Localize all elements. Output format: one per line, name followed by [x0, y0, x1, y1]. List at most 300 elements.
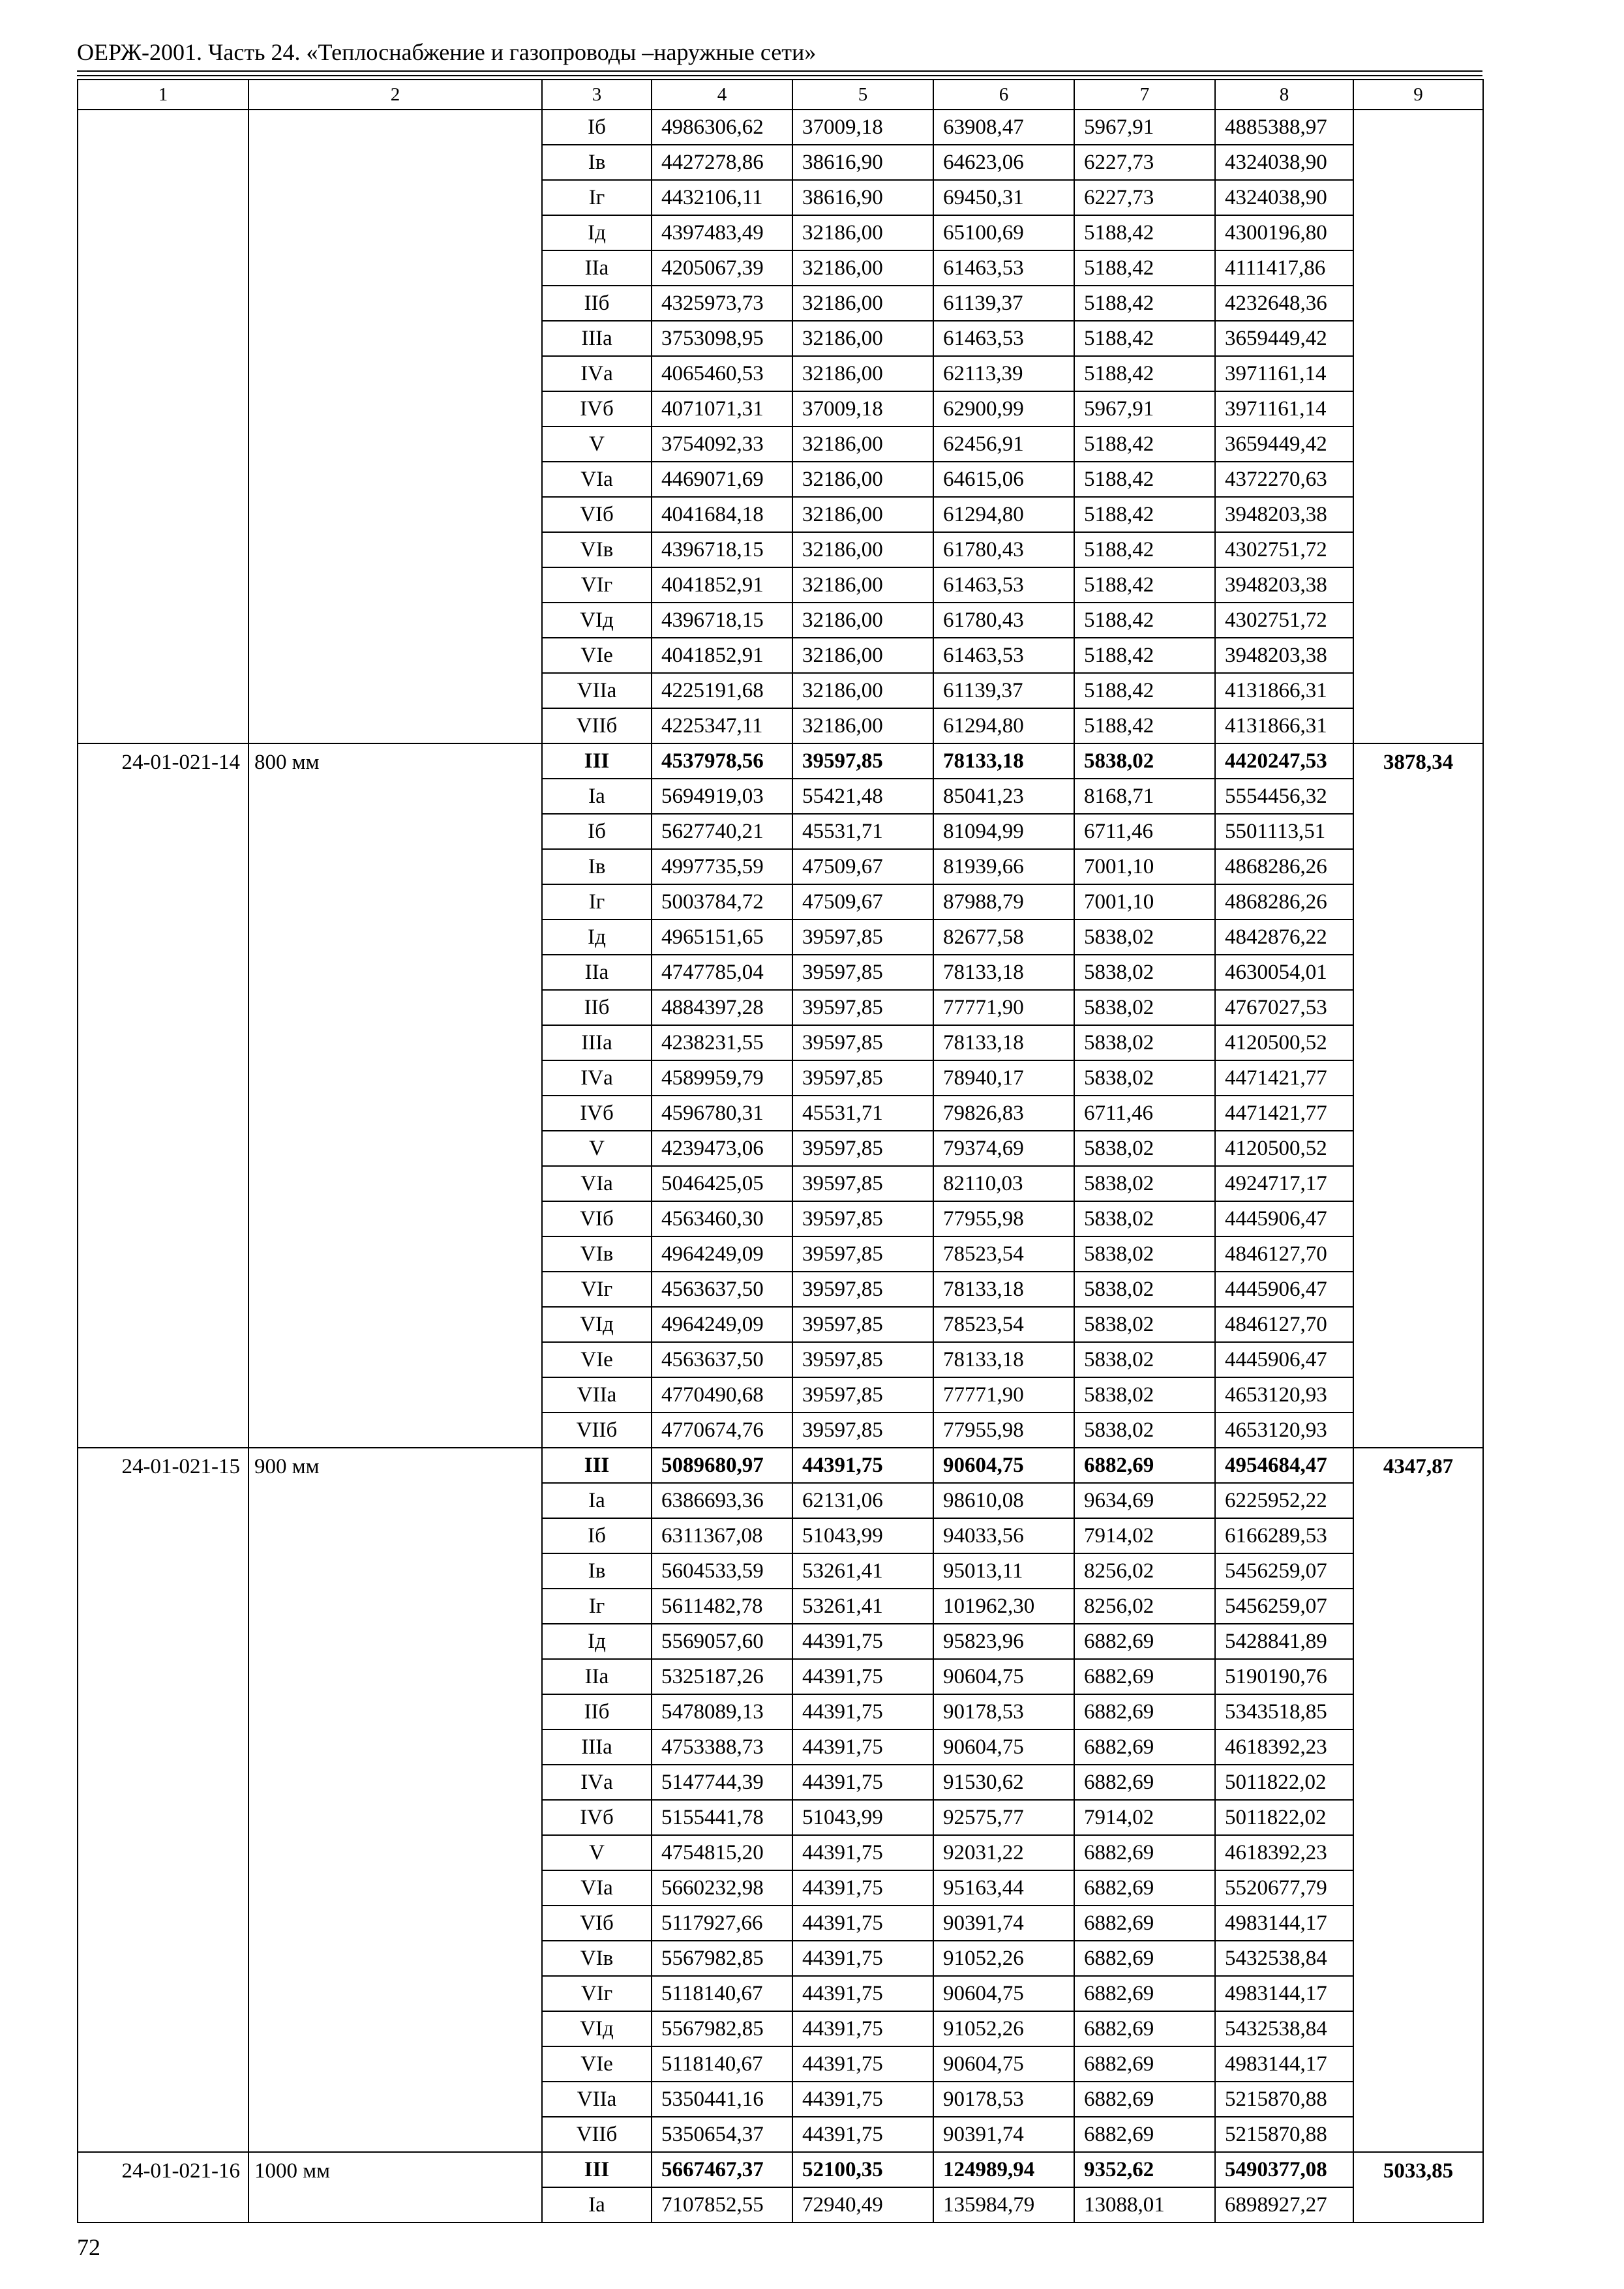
direct-cost-cell: 4396718,15	[652, 532, 792, 567]
materials-cost-cell: 5520677,79	[1215, 1870, 1353, 1906]
direct-cost-cell: 4041684,18	[652, 497, 792, 532]
zone-cell: VIIа	[542, 673, 652, 708]
machine-cost-cell: 62113,39	[933, 356, 1074, 391]
materials-cost-cell: 5011822,02	[1215, 1765, 1353, 1800]
machine-cost-cell: 61139,37	[933, 286, 1074, 321]
labor-cost-cell: 39597,85	[792, 1377, 933, 1413]
zone-cell: VIв	[542, 1941, 652, 1976]
machine-cost-cell: 78133,18	[933, 1342, 1074, 1377]
machine-cost-cell: 79374,69	[933, 1131, 1074, 1166]
machine-cost-cell: 61780,43	[933, 532, 1074, 567]
labor-cost-cell: 32186,00	[792, 532, 933, 567]
table-row	[78, 110, 1483, 145]
zone-cell: IIа	[542, 955, 652, 990]
labor-cost-cell: 39597,85	[792, 1307, 933, 1342]
machine-cost-cell: 92575,77	[933, 1800, 1074, 1835]
operator-wage-cell: 6882,69	[1074, 2082, 1215, 2117]
machine-cost-cell: 90391,74	[933, 1906, 1074, 1941]
machine-cost-cell: 90604,75	[933, 1976, 1074, 2011]
direct-cost-cell: 5117927,66	[652, 1906, 792, 1941]
machine-cost-cell: 78133,18	[933, 1025, 1074, 1060]
operator-wage-cell: 7914,02	[1074, 1518, 1215, 1553]
labor-cost-cell: 47509,67	[792, 849, 933, 884]
operator-wage-cell: 5967,91	[1074, 391, 1215, 426]
zone-cell: IIIа	[542, 321, 652, 356]
zone-cell: VIг	[542, 1976, 652, 2011]
materials-cost-cell: 4471421,77	[1215, 1096, 1353, 1131]
column-header: 2	[248, 80, 542, 110]
materials-cost-cell: 4120500,52	[1215, 1025, 1353, 1060]
materials-cost-cell: 6898927,27	[1215, 2187, 1353, 2222]
machine-cost-cell: 90604,75	[933, 1659, 1074, 1694]
machine-cost-cell: 63908,47	[933, 110, 1074, 145]
materials-cost-cell: 6166289,53	[1215, 1518, 1353, 1553]
labor-cost-cell: 32186,00	[792, 356, 933, 391]
materials-cost-cell: 4302751,72	[1215, 532, 1353, 567]
labor-cost-cell: 32186,00	[792, 462, 933, 497]
zone-cell: VIг	[542, 567, 652, 603]
column-header: 5	[792, 80, 933, 110]
labor-cost-cell: 44391,75	[792, 2011, 933, 2046]
direct-cost-cell: 4563637,50	[652, 1342, 792, 1377]
materials-cost-cell: 4471421,77	[1215, 1060, 1353, 1096]
materials-cost-cell: 5501113,51	[1215, 814, 1353, 849]
materials-cost-cell: 4767027,53	[1215, 990, 1353, 1025]
operator-wage-cell: 5838,02	[1074, 1342, 1215, 1377]
labor-cost-cell: 32186,00	[792, 567, 933, 603]
labor-cost-cell: 44391,75	[792, 2117, 933, 2152]
operator-wage-cell: 5188,42	[1074, 462, 1215, 497]
materials-cost-cell: 3948203,38	[1215, 567, 1353, 603]
operator-wage-cell: 5188,42	[1074, 708, 1215, 743]
operator-wage-cell: 6227,73	[1074, 145, 1215, 180]
machine-cost-cell: 77955,98	[933, 1413, 1074, 1448]
labor-cost-cell: 39597,85	[792, 1413, 933, 1448]
machine-cost-cell: 91530,62	[933, 1765, 1074, 1800]
operator-wage-cell: 5838,02	[1074, 920, 1215, 955]
materials-cost-cell: 4983144,17	[1215, 1906, 1353, 1941]
zone-cell: Iа	[542, 1483, 652, 1518]
labor-hours-cell: 5033,85	[1353, 2152, 1483, 2222]
zone-cell: VIа	[542, 1166, 652, 1201]
zone-cell: VIд	[542, 1307, 652, 1342]
machine-cost-cell: 91052,26	[933, 1941, 1074, 1976]
zone-cell: IVа	[542, 1060, 652, 1096]
zone-cell: Iг	[542, 180, 652, 215]
labor-hours-cell	[1353, 110, 1483, 743]
operator-wage-cell: 8256,02	[1074, 1589, 1215, 1624]
machine-cost-cell: 61463,53	[933, 250, 1074, 286]
column-number-row	[78, 80, 1483, 110]
table-row	[78, 743, 1483, 779]
labor-cost-cell: 39597,85	[792, 1025, 933, 1060]
labor-cost-cell: 32186,00	[792, 603, 933, 638]
operator-wage-cell: 6711,46	[1074, 1096, 1215, 1131]
direct-cost-cell: 4427278,86	[652, 145, 792, 180]
labor-cost-cell: 45531,71	[792, 1096, 933, 1131]
operator-wage-cell: 6882,69	[1074, 1765, 1215, 1800]
zone-cell: IVа	[542, 356, 652, 391]
direct-cost-cell: 5667467,37	[652, 2152, 792, 2187]
zone-cell: VIIб	[542, 2117, 652, 2152]
labor-cost-cell: 72940,49	[792, 2187, 933, 2222]
labor-cost-cell: 44391,75	[792, 1694, 933, 1729]
machine-cost-cell: 85041,23	[933, 779, 1074, 814]
zone-cell: VIв	[542, 532, 652, 567]
pipe-diameter-cell: 1000 мм	[248, 2152, 542, 2222]
column-header: 4	[652, 80, 792, 110]
zone-cell: Iа	[542, 779, 652, 814]
direct-cost-cell: 4238231,55	[652, 1025, 792, 1060]
zone-cell: VIе	[542, 2046, 652, 2082]
labor-cost-cell: 39597,85	[792, 1272, 933, 1307]
zone-cell: III	[542, 743, 652, 779]
operator-wage-cell: 6882,69	[1074, 2117, 1215, 2152]
operator-wage-cell: 5188,42	[1074, 497, 1215, 532]
direct-cost-cell: 4754815,20	[652, 1835, 792, 1870]
machine-cost-cell: 78940,17	[933, 1060, 1074, 1096]
price-code-cell: 24-01-021-15	[78, 1448, 248, 2152]
materials-cost-cell: 4300196,80	[1215, 215, 1353, 250]
machine-cost-cell: 92031,22	[933, 1835, 1074, 1870]
operator-wage-cell: 6882,69	[1074, 1729, 1215, 1765]
direct-cost-cell: 5046425,05	[652, 1166, 792, 1201]
materials-cost-cell: 4653120,93	[1215, 1377, 1353, 1413]
operator-wage-cell: 5838,02	[1074, 1413, 1215, 1448]
zone-cell: VIе	[542, 1342, 652, 1377]
materials-cost-cell: 5343518,85	[1215, 1694, 1353, 1729]
operator-wage-cell: 9352,62	[1074, 2152, 1215, 2187]
labor-cost-cell: 32186,00	[792, 286, 933, 321]
labor-cost-cell: 44391,75	[792, 1448, 933, 1483]
labor-cost-cell: 52100,35	[792, 2152, 933, 2187]
zone-cell: VIв	[542, 1236, 652, 1272]
labor-cost-cell: 32186,00	[792, 215, 933, 250]
zone-cell: VIб	[542, 1201, 652, 1236]
materials-cost-cell: 5215870,88	[1215, 2117, 1353, 2152]
materials-cost-cell: 5011822,02	[1215, 1800, 1353, 1835]
materials-cost-cell: 4846127,70	[1215, 1307, 1353, 1342]
zone-cell: IIIа	[542, 1729, 652, 1765]
labor-cost-cell: 39597,85	[792, 1201, 933, 1236]
direct-cost-cell: 4884397,28	[652, 990, 792, 1025]
direct-cost-cell: 4397483,49	[652, 215, 792, 250]
zone-cell: IIб	[542, 286, 652, 321]
direct-cost-cell: 4964249,09	[652, 1236, 792, 1272]
direct-cost-cell: 4596780,31	[652, 1096, 792, 1131]
machine-cost-cell: 82677,58	[933, 920, 1074, 955]
labor-cost-cell: 51043,99	[792, 1800, 933, 1835]
header-rule-secondary	[77, 75, 1482, 76]
zone-cell: VIд	[542, 2011, 652, 2046]
labor-cost-cell: 39597,85	[792, 1166, 933, 1201]
operator-wage-cell: 6882,69	[1074, 1976, 1215, 2011]
materials-cost-cell: 3948203,38	[1215, 497, 1353, 532]
materials-cost-cell: 4445906,47	[1215, 1272, 1353, 1307]
machine-cost-cell: 124989,94	[933, 2152, 1074, 2187]
materials-cost-cell: 5428841,89	[1215, 1624, 1353, 1659]
operator-wage-cell: 5188,42	[1074, 426, 1215, 462]
labor-cost-cell: 44391,75	[792, 1765, 933, 1800]
materials-cost-cell: 4983144,17	[1215, 1976, 1353, 2011]
machine-cost-cell: 77771,90	[933, 1377, 1074, 1413]
labor-cost-cell: 39597,85	[792, 920, 933, 955]
operator-wage-cell: 5188,42	[1074, 250, 1215, 286]
machine-cost-cell: 81939,66	[933, 849, 1074, 884]
zone-cell: Iг	[542, 1589, 652, 1624]
direct-cost-cell: 4325973,73	[652, 286, 792, 321]
rates-table	[77, 79, 1484, 2223]
direct-cost-cell: 5694919,03	[652, 779, 792, 814]
direct-cost-cell: 5350441,16	[652, 2082, 792, 2117]
column-header: 8	[1215, 80, 1353, 110]
machine-cost-cell: 65100,69	[933, 215, 1074, 250]
machine-cost-cell: 90178,53	[933, 1694, 1074, 1729]
labor-cost-cell: 39597,85	[792, 1342, 933, 1377]
direct-cost-cell: 5567982,85	[652, 2011, 792, 2046]
labor-cost-cell: 47509,67	[792, 884, 933, 920]
machine-cost-cell: 95163,44	[933, 1870, 1074, 1906]
materials-cost-cell: 3659449,42	[1215, 426, 1353, 462]
labor-cost-cell: 44391,75	[792, 1729, 933, 1765]
materials-cost-cell: 5490377,08	[1215, 2152, 1353, 2187]
machine-cost-cell: 61294,80	[933, 497, 1074, 532]
direct-cost-cell: 4041852,91	[652, 567, 792, 603]
zone-cell: Iд	[542, 1624, 652, 1659]
materials-cost-cell: 4983144,17	[1215, 2046, 1353, 2082]
pipe-diameter-cell: 900 мм	[248, 1448, 542, 2152]
labor-cost-cell: 32186,00	[792, 426, 933, 462]
materials-cost-cell: 4630054,01	[1215, 955, 1353, 990]
materials-cost-cell: 5554456,32	[1215, 779, 1353, 814]
machine-cost-cell: 98610,08	[933, 1483, 1074, 1518]
materials-cost-cell: 3659449,42	[1215, 321, 1353, 356]
machine-cost-cell: 78133,18	[933, 743, 1074, 779]
zone-cell: VIе	[542, 638, 652, 673]
zone-cell: III	[542, 1448, 652, 1483]
zone-cell: VIIб	[542, 708, 652, 743]
table-row	[78, 2152, 1483, 2187]
labor-cost-cell: 44391,75	[792, 1941, 933, 1976]
materials-cost-cell: 4131866,31	[1215, 673, 1353, 708]
operator-wage-cell: 5838,02	[1074, 1025, 1215, 1060]
machine-cost-cell: 79826,83	[933, 1096, 1074, 1131]
operator-wage-cell: 6882,69	[1074, 1941, 1215, 1976]
direct-cost-cell: 3753098,95	[652, 321, 792, 356]
operator-wage-cell: 5838,02	[1074, 1166, 1215, 1201]
machine-cost-cell: 91052,26	[933, 2011, 1074, 2046]
labor-cost-cell: 32186,00	[792, 321, 933, 356]
column-header: 9	[1353, 80, 1483, 110]
zone-cell: V	[542, 1835, 652, 1870]
direct-cost-cell: 3754092,33	[652, 426, 792, 462]
direct-cost-cell: 5569057,60	[652, 1624, 792, 1659]
zone-cell: Iв	[542, 849, 652, 884]
labor-cost-cell: 51043,99	[792, 1518, 933, 1553]
price-code-cell: 24-01-021-14	[78, 743, 248, 1448]
direct-cost-cell: 4396718,15	[652, 603, 792, 638]
direct-cost-cell: 5660232,98	[652, 1870, 792, 1906]
machine-cost-cell: 64623,06	[933, 145, 1074, 180]
materials-cost-cell: 4131866,31	[1215, 708, 1353, 743]
column-header: 1	[78, 80, 248, 110]
document-title: ОЕРЖ-2001. Часть 24. «Теплоснабжение и газопроводы –наружные сети»	[77, 39, 817, 65]
machine-cost-cell: 62900,99	[933, 391, 1074, 426]
page-header	[77, 37, 1482, 76]
direct-cost-cell: 5147744,39	[652, 1765, 792, 1800]
zone-cell: VIа	[542, 1870, 652, 1906]
operator-wage-cell: 8256,02	[1074, 1553, 1215, 1589]
zone-cell: IIб	[542, 990, 652, 1025]
materials-cost-cell: 5432538,84	[1215, 2011, 1353, 2046]
zone-cell: IVб	[542, 391, 652, 426]
direct-cost-cell: 4770674,76	[652, 1413, 792, 1448]
operator-wage-cell: 5838,02	[1074, 1060, 1215, 1096]
materials-cost-cell: 5456259,07	[1215, 1553, 1353, 1589]
machine-cost-cell: 78133,18	[933, 955, 1074, 990]
operator-wage-cell: 5188,42	[1074, 532, 1215, 567]
materials-cost-cell: 4232648,36	[1215, 286, 1353, 321]
labor-cost-cell: 55421,48	[792, 779, 933, 814]
materials-cost-cell: 4842876,22	[1215, 920, 1353, 955]
labor-cost-cell: 39597,85	[792, 743, 933, 779]
operator-wage-cell: 7914,02	[1074, 1800, 1215, 1835]
machine-cost-cell: 101962,30	[933, 1589, 1074, 1624]
operator-wage-cell: 5838,02	[1074, 743, 1215, 779]
labor-cost-cell: 32186,00	[792, 708, 933, 743]
labor-cost-cell: 39597,85	[792, 1236, 933, 1272]
zone-cell: IIа	[542, 250, 652, 286]
labor-cost-cell: 44391,75	[792, 1835, 933, 1870]
page-number: 72	[77, 2234, 100, 2260]
labor-cost-cell: 62131,06	[792, 1483, 933, 1518]
zone-cell: V	[542, 426, 652, 462]
materials-cost-cell: 3948203,38	[1215, 638, 1353, 673]
materials-cost-cell: 4420247,53	[1215, 743, 1353, 779]
direct-cost-cell: 4041852,91	[652, 638, 792, 673]
direct-cost-cell: 5350654,37	[652, 2117, 792, 2152]
direct-cost-cell: 4747785,04	[652, 955, 792, 990]
materials-cost-cell: 4868286,26	[1215, 884, 1353, 920]
materials-cost-cell: 3971161,14	[1215, 356, 1353, 391]
operator-wage-cell: 5188,42	[1074, 286, 1215, 321]
operator-wage-cell: 6882,69	[1074, 1870, 1215, 1906]
operator-wage-cell: 8168,71	[1074, 779, 1215, 814]
machine-cost-cell: 78523,54	[933, 1307, 1074, 1342]
operator-wage-cell: 5188,42	[1074, 215, 1215, 250]
operator-wage-cell: 6882,69	[1074, 1448, 1215, 1483]
machine-cost-cell: 61139,37	[933, 673, 1074, 708]
price-code-cell: 24-01-021-16	[78, 2152, 248, 2222]
machine-cost-cell: 135984,79	[933, 2187, 1074, 2222]
labor-cost-cell: 39597,85	[792, 1060, 933, 1096]
operator-wage-cell: 5967,91	[1074, 110, 1215, 145]
operator-wage-cell: 5188,42	[1074, 321, 1215, 356]
zone-cell: IIа	[542, 1659, 652, 1694]
labor-cost-cell: 44391,75	[792, 1906, 933, 1941]
labor-cost-cell: 44391,75	[792, 1976, 933, 2011]
materials-cost-cell: 5190190,76	[1215, 1659, 1353, 1694]
materials-cost-cell: 4372270,63	[1215, 462, 1353, 497]
labor-cost-cell: 39597,85	[792, 955, 933, 990]
machine-cost-cell: 87988,79	[933, 884, 1074, 920]
materials-cost-cell: 4618392,23	[1215, 1729, 1353, 1765]
machine-cost-cell: 78133,18	[933, 1272, 1074, 1307]
materials-cost-cell: 4120500,52	[1215, 1131, 1353, 1166]
machine-cost-cell: 78523,54	[933, 1236, 1074, 1272]
direct-cost-cell: 4432106,11	[652, 180, 792, 215]
machine-cost-cell: 82110,03	[933, 1166, 1074, 1201]
zone-cell: VIг	[542, 1272, 652, 1307]
materials-cost-cell: 4324038,90	[1215, 145, 1353, 180]
direct-cost-cell: 4997735,59	[652, 849, 792, 884]
zone-cell: IVа	[542, 1765, 652, 1800]
operator-wage-cell: 13088,01	[1074, 2187, 1215, 2222]
operator-wage-cell: 6882,69	[1074, 1835, 1215, 1870]
column-header: 6	[933, 80, 1074, 110]
zone-cell: VIд	[542, 603, 652, 638]
operator-wage-cell: 5838,02	[1074, 1201, 1215, 1236]
machine-cost-cell: 90604,75	[933, 2046, 1074, 2082]
machine-cost-cell: 64615,06	[933, 462, 1074, 497]
direct-cost-cell: 5325187,26	[652, 1659, 792, 1694]
direct-cost-cell: 5567982,85	[652, 1941, 792, 1976]
pipe-diameter-cell	[248, 110, 542, 743]
labor-cost-cell: 37009,18	[792, 391, 933, 426]
direct-cost-cell: 4589959,79	[652, 1060, 792, 1096]
labor-cost-cell: 38616,90	[792, 145, 933, 180]
zone-cell: VIб	[542, 497, 652, 532]
labor-cost-cell: 32186,00	[792, 638, 933, 673]
machine-cost-cell: 61294,80	[933, 708, 1074, 743]
labor-cost-cell: 53261,41	[792, 1589, 933, 1624]
direct-cost-cell: 5089680,97	[652, 1448, 792, 1483]
pipe-diameter-cell: 800 мм	[248, 743, 542, 1448]
labor-cost-cell: 53261,41	[792, 1553, 933, 1589]
direct-cost-cell: 4563637,50	[652, 1272, 792, 1307]
direct-cost-cell: 6311367,08	[652, 1518, 792, 1553]
zone-cell: Iг	[542, 884, 652, 920]
zone-cell: Iв	[542, 145, 652, 180]
direct-cost-cell: 4205067,39	[652, 250, 792, 286]
machine-cost-cell: 90604,75	[933, 1729, 1074, 1765]
operator-wage-cell: 5838,02	[1074, 1272, 1215, 1307]
labor-cost-cell: 45531,71	[792, 814, 933, 849]
machine-cost-cell: 61463,53	[933, 638, 1074, 673]
operator-wage-cell: 6882,69	[1074, 1694, 1215, 1729]
machine-cost-cell: 69450,31	[933, 180, 1074, 215]
direct-cost-cell: 4986306,62	[652, 110, 792, 145]
operator-wage-cell: 5838,02	[1074, 1236, 1215, 1272]
operator-wage-cell: 6227,73	[1074, 180, 1215, 215]
direct-cost-cell: 5478089,13	[652, 1694, 792, 1729]
direct-cost-cell: 4753388,73	[652, 1729, 792, 1765]
direct-cost-cell: 4071071,31	[652, 391, 792, 426]
machine-cost-cell: 61463,53	[933, 321, 1074, 356]
materials-cost-cell: 4653120,93	[1215, 1413, 1353, 1448]
zone-cell: Iв	[542, 1553, 652, 1589]
direct-cost-cell: 7107852,55	[652, 2187, 792, 2222]
machine-cost-cell: 61463,53	[933, 567, 1074, 603]
materials-cost-cell: 4324038,90	[1215, 180, 1353, 215]
zone-cell: IVб	[542, 1096, 652, 1131]
column-header: 3	[542, 80, 652, 110]
materials-cost-cell: 6225952,22	[1215, 1483, 1353, 1518]
labor-hours-cell: 4347,87	[1353, 1448, 1483, 2152]
direct-cost-cell: 5155441,78	[652, 1800, 792, 1835]
zone-cell: III	[542, 2152, 652, 2187]
zone-cell: VIа	[542, 462, 652, 497]
